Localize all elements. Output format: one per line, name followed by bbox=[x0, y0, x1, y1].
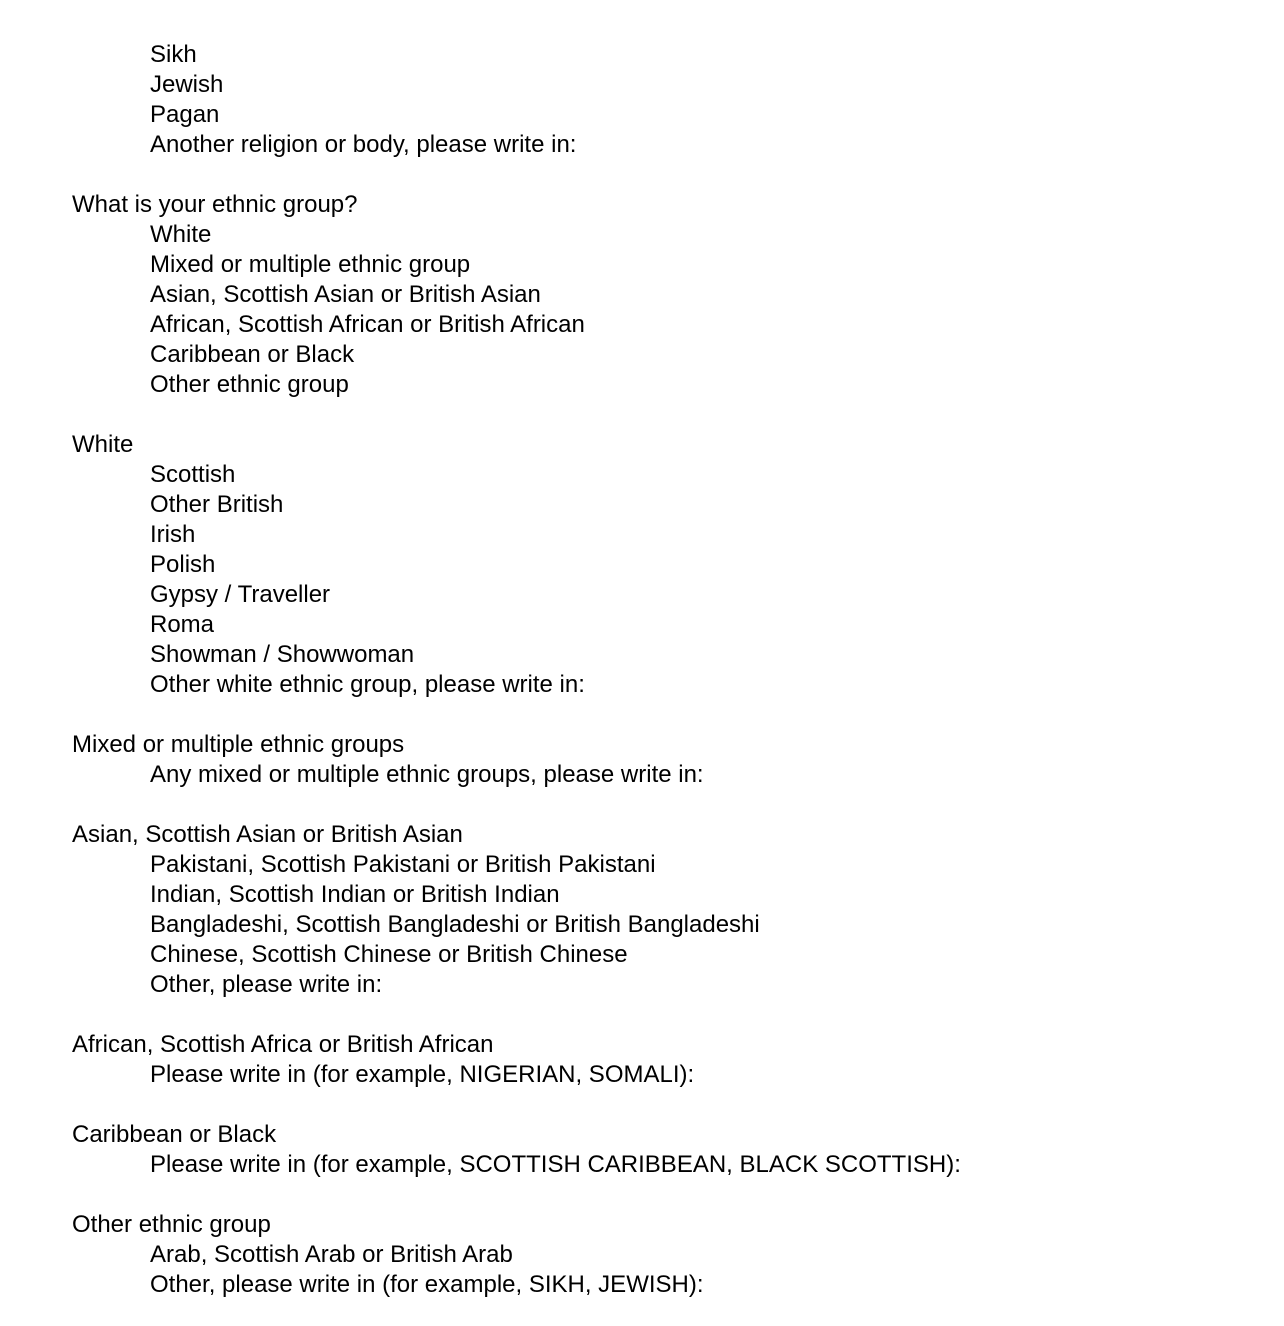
response-option: Pagan bbox=[150, 101, 220, 128]
response-option: Bangladeshi, Scottish Bangladeshi or British Bangladeshi bbox=[150, 911, 760, 938]
response-option: African, Scottish African or British African bbox=[150, 311, 585, 338]
response-option: Other ethnic group bbox=[150, 371, 349, 398]
response-option: Scottish bbox=[150, 461, 236, 488]
response-option: Irish bbox=[150, 521, 196, 548]
response-option: Please write in (for example, NIGERIAN, SOMALI): bbox=[150, 1061, 695, 1088]
question-section bbox=[72, 820, 1284, 1000]
section-heading: Mixed or multiple ethnic groups bbox=[72, 731, 405, 758]
question-section bbox=[72, 190, 1284, 400]
question-section bbox=[72, 430, 1284, 700]
response-option: Other, please write in: bbox=[150, 971, 383, 998]
response-option: Indian, Scottish Indian or British Indian bbox=[150, 881, 560, 908]
section-heading: Other ethnic group bbox=[72, 1211, 271, 1238]
response-option: Jewish bbox=[150, 71, 224, 98]
response-option: Asian, Scottish Asian or British Asian bbox=[150, 281, 541, 308]
section-heading: White bbox=[72, 431, 134, 458]
section-heading: Caribbean or Black bbox=[72, 1121, 277, 1148]
response-option: Other white ethnic group, please write in: bbox=[150, 671, 585, 698]
question-section bbox=[72, 1210, 1284, 1300]
response-option: Any mixed or multiple ethnic groups, please write in: bbox=[150, 761, 704, 788]
question-section bbox=[72, 730, 1284, 790]
response-option: Pakistani, Scottish Pakistani or British Pakistani bbox=[150, 851, 656, 878]
response-option: Arab, Scottish Arab or British Arab bbox=[150, 1241, 513, 1268]
response-option: Other, please write in (for example, SIKH, JEWISH): bbox=[150, 1271, 704, 1298]
question-section bbox=[72, 1030, 1284, 1090]
response-option: Gypsy / Traveller bbox=[150, 581, 331, 608]
response-option: White bbox=[150, 221, 212, 248]
response-option: Another religion or body, please write in: bbox=[150, 131, 577, 158]
response-option: Please write in (for example, SCOTTISH CARIBBEAN, BLACK SCOTTISH): bbox=[150, 1151, 961, 1178]
section-heading: African, Scottish Africa or British African bbox=[72, 1031, 494, 1058]
question-section bbox=[72, 1120, 1284, 1180]
response-option: Chinese, Scottish Chinese or British Chinese bbox=[150, 941, 628, 968]
response-option: Caribbean or Black bbox=[150, 341, 355, 368]
response-option: Other British bbox=[150, 491, 284, 518]
response-option: Mixed or multiple ethnic group bbox=[150, 251, 471, 278]
question-section bbox=[72, 40, 1284, 160]
response-option: Roma bbox=[150, 611, 215, 638]
document-body bbox=[72, 40, 1284, 1300]
response-option: Showman / Showwoman bbox=[150, 641, 415, 668]
section-heading: Asian, Scottish Asian or British Asian bbox=[72, 821, 463, 848]
response-option: Sikh bbox=[150, 41, 197, 68]
section-heading: What is your ethnic group? bbox=[72, 191, 358, 218]
response-option: Polish bbox=[150, 551, 216, 578]
